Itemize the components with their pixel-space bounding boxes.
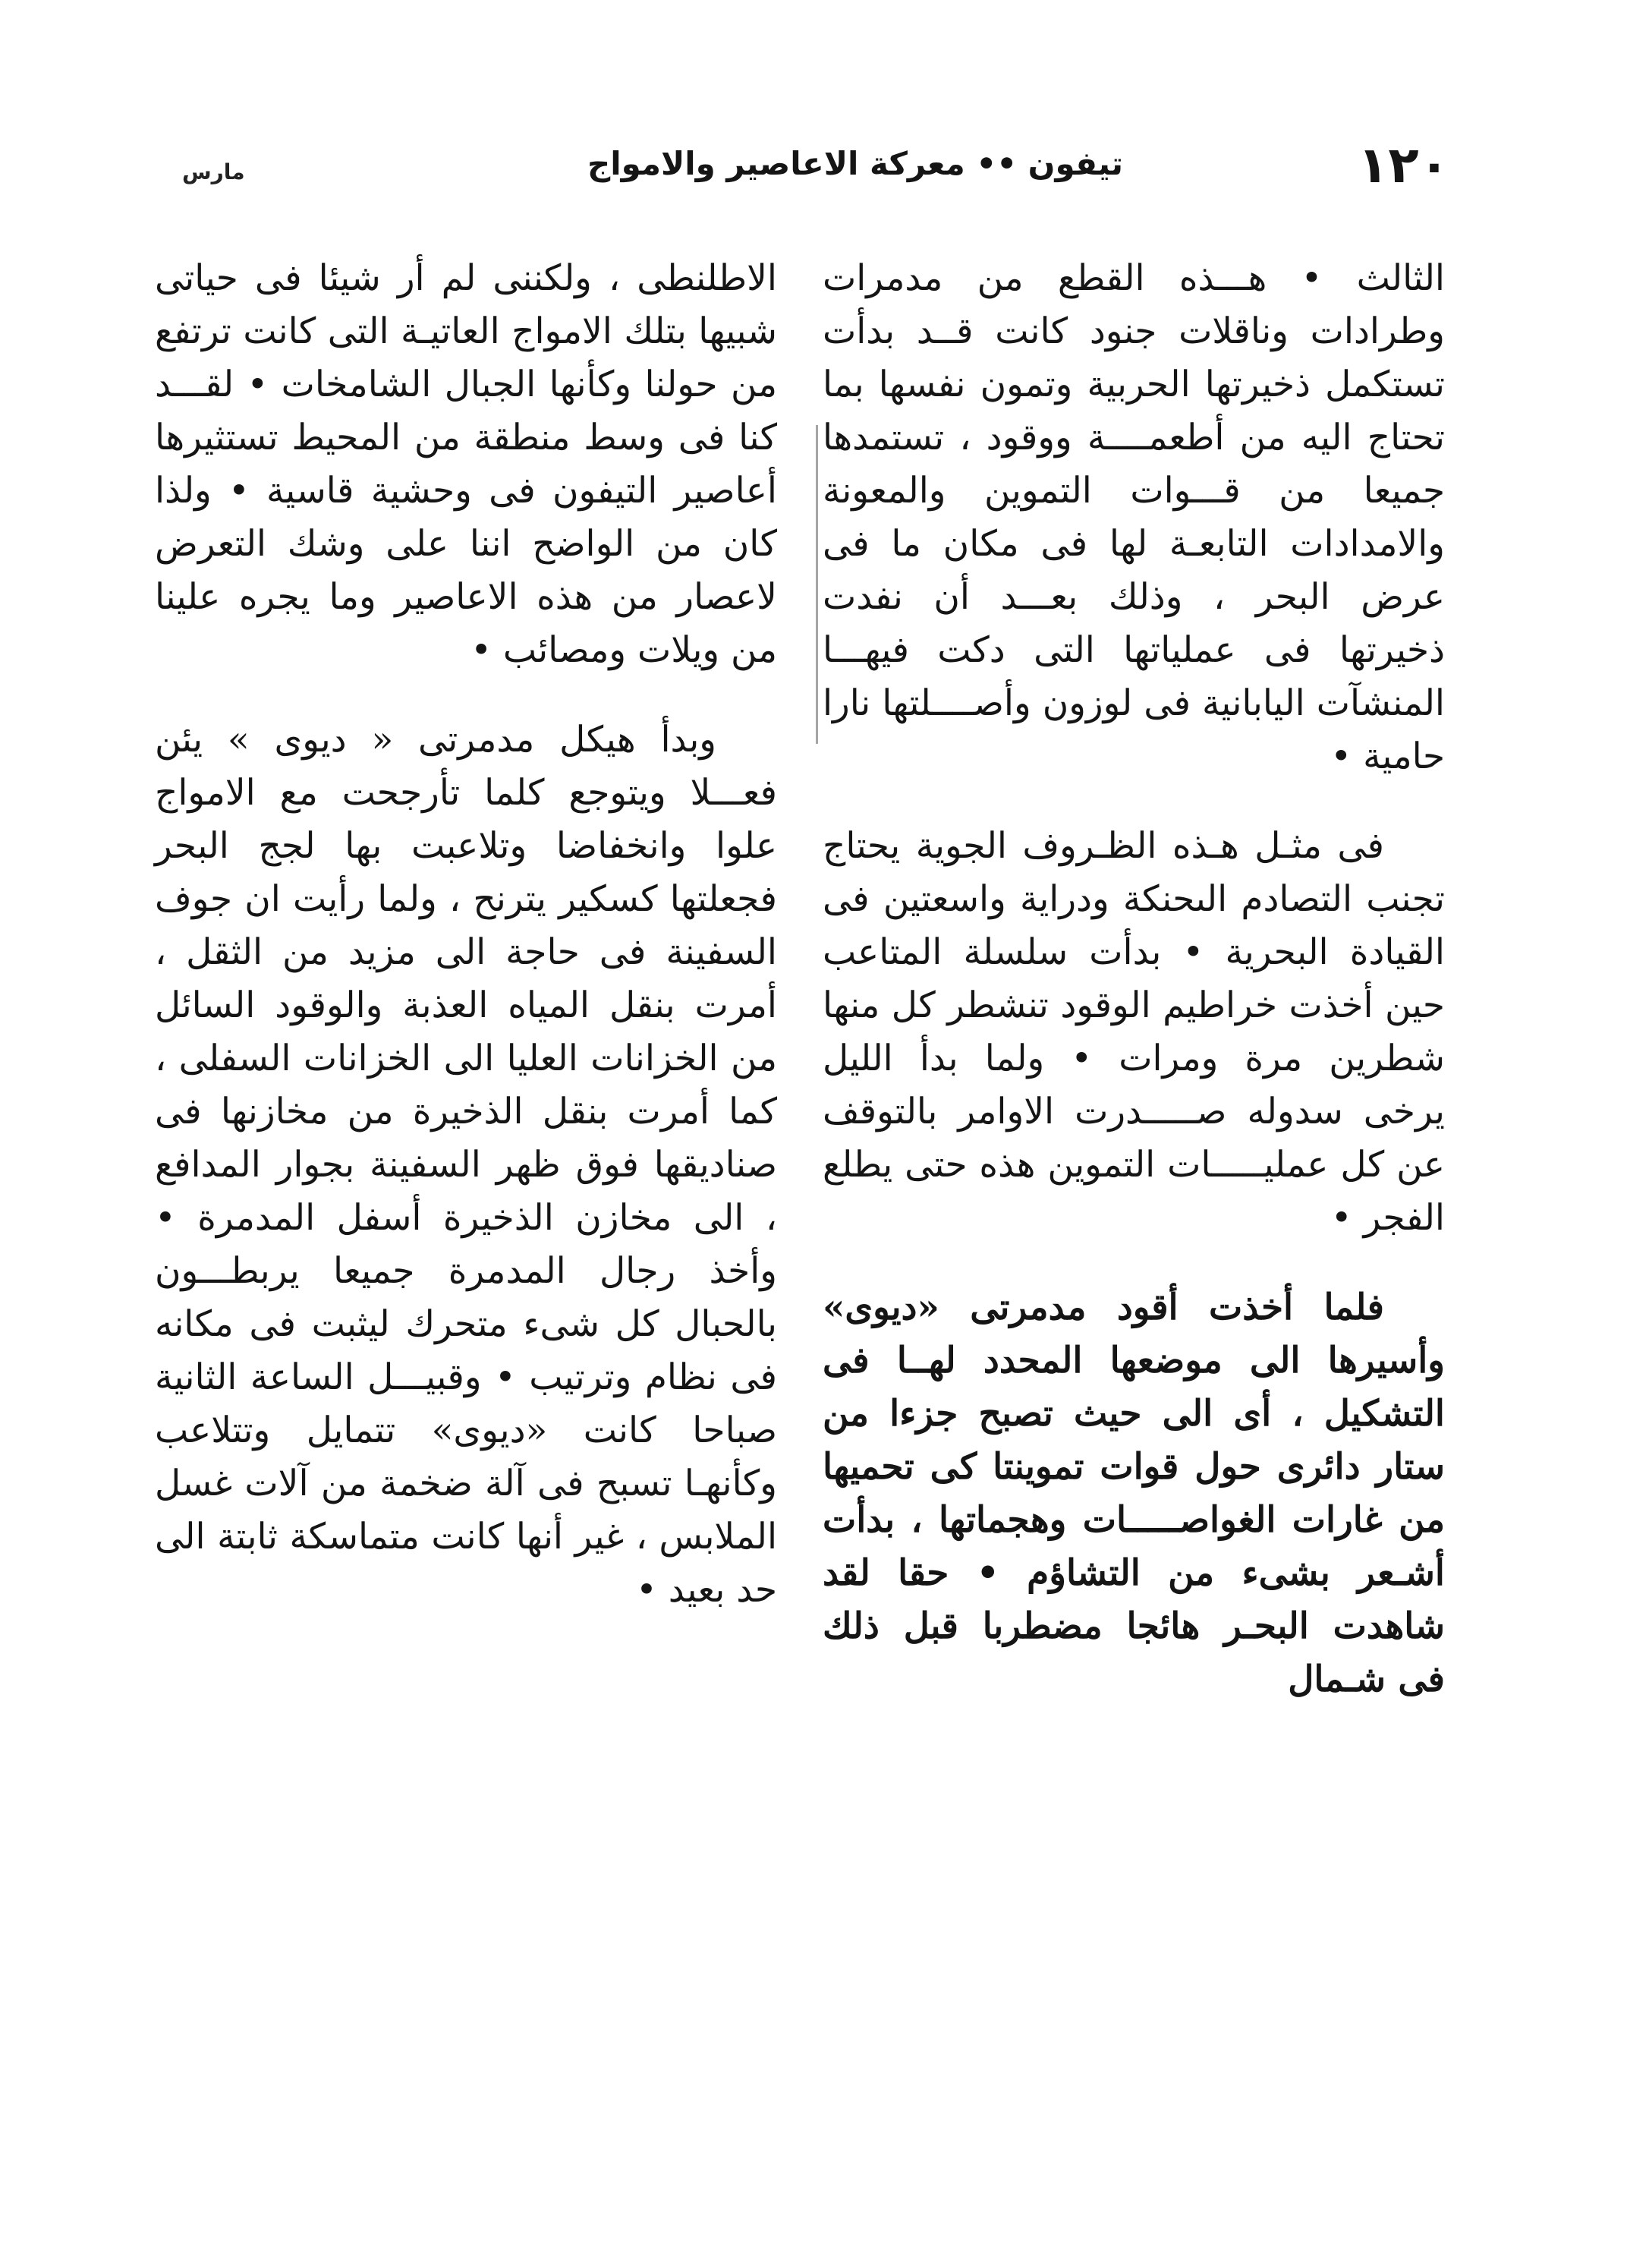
paragraph: فلما أخذت أقود مدمرتى «ديوى» وأسيرها الى موضعها المحدد لهــا فى التشكيل ، أى الى حيث تصبح جزءا من ستار دائرى حول قوات تموينتا كى تحميها من غارات الغواصـــــات وهجماتها ، بدأت أشـعر بشىء من التشاؤم • حقا لقد شاهدت البحـر هائجا مضطربا قبل ذلك فى شـمال — [823, 1287, 1445, 1700]
page-number: ١٢٠ — [1358, 136, 1449, 194]
month-label: مارس — [182, 159, 245, 184]
running-title: تيفون •• معركة الاعاصير والامواج — [587, 145, 1123, 182]
page-header — [182, 136, 1449, 209]
paragraph: وبدأ هيكل مدمرتى « ديوى » يئن فعـــلا ويتوجع كلما تأرجحت مع الامواج علوا وانخفاضا وتلاعبت بها لجج البحر فجعلتها كسكير يترنح ، ولما رأيت ان جوف السفينة فى حاجة الى مزيد من الثقل ، أمرت بنقل المياه العذبة والوقود السائل من الخزانات العليا الى الخزانات السفلى ، كما أمرت بنقل الذخيرة من مخازنها فى صناديقها فوق ظهر السفينة بجوار المدافع ، الى مخازن الذخيرة أسفل المدمرة • وأخذ رجال المدمرة جميعا يربطـــون بالحبال كل شىء متحرك ليثبت فى مكانه فى نظام وترتيب • وقبيـــل الساعة الثانية صباحا كانت «ديوى» تتمايل وتتلاعب وكأنهـا تسبح فى آلة ضخمة من آلات غسل الملابس ، غير أنها كانت متماسكة ثابتة الى حد بعيد • — [155, 719, 777, 1611]
paragraph: الاطلنطى ، ولكننى لم أر شيئا فى حياتى شبيها بتلك الامواج العاتيـة التى كانت ترتفع من حولنا وكأنها الجبال الشامخات • لقـــد كنا فى وسط منطقة من المحيط تستثيرها أعاصير التيفون فى وحشية قاسية • ولذا كان من الواضح اننا على وشك التعرض لاعصار من هذه الاعاصير وما يجره علينا من ويلات ومصائب • — [155, 257, 777, 671]
paragraph: الثالث • هـــذه القطع من مدمرات وطرادات وناقلات جنود كانت قــد بدأت تستكمل ذخيرتها الحربية وتمون نفسها بما تحتاج اليه من أطعمــــة ووقود ، تستمدها جميعا من قـــوات التموين والمعونة والامدادات التابعـة لها فى مكان ما فى عرض البحر ، وذلك بعـــد أن نفدت ذخيرتها فى عملياتها التى دكت فيهـــا المنشآت اليابانية فى لوزون وأصــــلتها نارا حامية • — [823, 257, 1445, 777]
paragraph: فى مثـل هـذه الظـروف الجوية يحتاج تجنب التصادم الىحنكة ودراية واسعتين فى القيادة البحرية • بدأت سلسلة المتاعب حين أخذت خراطيم الوقود تنشطر كل منها شطرين مرة ومرات • ولما بدأ الليل يرخى سدوله صـــــدرت الاوامر بالتوقف عن كل عمليـــــات التموين هذه حتى يطلع الفجر • — [823, 825, 1445, 1239]
column-divider — [816, 425, 818, 744]
right-column — [823, 252, 1445, 1706]
left-column — [155, 252, 777, 1617]
